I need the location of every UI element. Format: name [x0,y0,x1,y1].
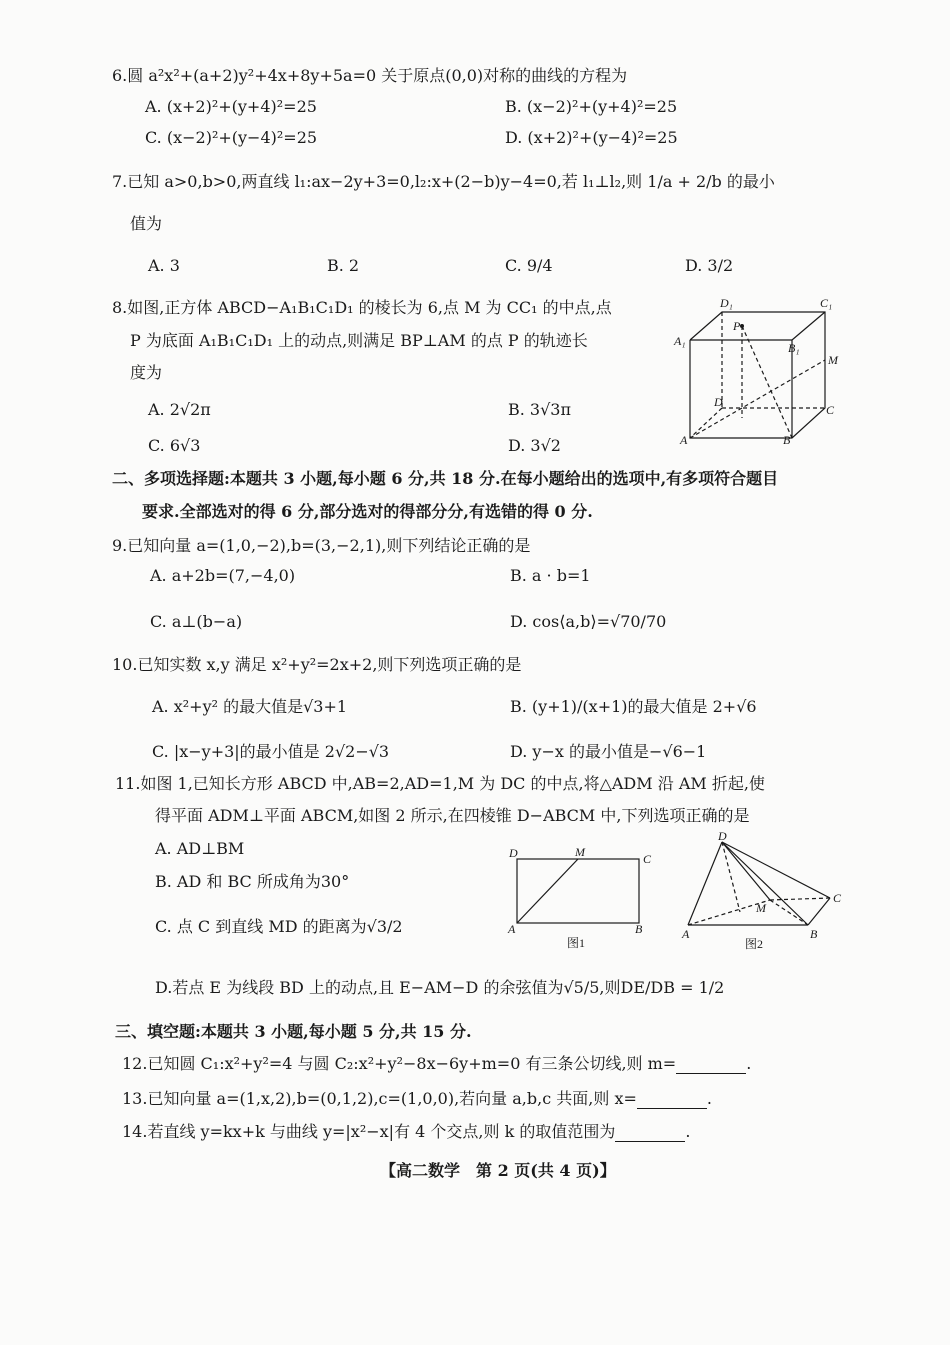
q14-stem: 14.若直线 y=kx+k 与曲线 y=|x²−x|有 4 个交点,则 k 的取值范围为 [122,1122,616,1141]
q13-stem: 13.已知向量 a=(1,x,2),b=(0,1,2),c=(1,0,0),若向量 a,b,c 共面,则 x= [122,1089,637,1108]
cube-label-d: D [714,395,723,409]
q9-option-c: C. a⊥(b−a) [150,612,243,631]
section2-title-line2: 要求.全部选对的得 6 分,部分选对的得部分分,有选错的得 0 分. [142,502,593,521]
q11-option-c: C. 点 C 到直线 MD 的距离为√3/2 [155,917,403,936]
q8-option-d: D. 3√2 [508,436,561,455]
cube-label-d1: D₁ [720,296,733,310]
fig2-label-a: A [682,927,690,941]
page-footer: 【高二数学 第 2 页(共 4 页)】 [380,1161,616,1180]
q6-option-b: B. (x−2)²+(y+4)²=25 [505,97,678,116]
cube-label-c1: C₁ [820,296,833,310]
cube-label-a: A [680,433,688,447]
cube-label-b: B [783,433,791,447]
fig1-label-b: B [635,922,643,936]
q12-stem: 12.已知圆 C₁:x²+y²=4 与圆 C₂:x²+y²−8x−6y+m=0 有三条公切线,则 m= [122,1054,677,1073]
q13-end: . [706,1089,712,1108]
fig1-label-a: A [508,922,516,936]
q9-option-d: D. cos⟨a,b⟩=√70/70 [510,612,667,631]
q10-option-d: D. y−x 的最小值是−√6−1 [510,742,707,761]
q11-option-a: A. AD⊥BM [155,839,245,858]
q11-option-d: D.若点 E 为线段 BD 上的动点,且 E−AM−D 的余弦值为√5/5,则DE/DB = 1/2 [155,978,725,997]
q6-stem: 6.圆 a²x²+(a+2)y²+4x+8y+5a=0 关于原点(0,0)对称的曲线的方程为 [112,66,628,85]
q8-stem-line1: 8.如图,正方体 ABCD−A₁B₁C₁D₁ 的棱长为 6,点 M 为 CC₁ 的中点,点 [112,298,612,317]
figure-2 [680,830,850,955]
q14-line [122,1122,690,1142]
q11-stem-line2: 得平面 ADM⊥平面 ABCM,如图 2 所示,在四棱锥 D−ABCM 中,下列选项正确的是 [155,806,750,825]
q10-option-a: A. x²+y² 的最大值是√3+1 [152,697,348,716]
q8-option-c: C. 6√3 [148,436,201,455]
q7-stem-cont: 值为 [130,214,163,233]
q9-stem: 9.已知向量 a=(1,0,−2),b=(3,−2,1),则下列结论正确的是 [112,536,531,555]
q11-option-b: B. AD 和 BC 所成角为30° [155,872,350,891]
q6-option-c: C. (x−2)²+(y−4)²=25 [145,128,318,147]
q8-stem-line2: P 为底面 A₁B₁C₁D₁ 上的动点,则满足 BP⊥AM 的点 P 的轨迹长 [130,331,588,350]
q12-line [122,1054,751,1074]
q6-option-d: D. (x+2)²+(y−4)²=25 [505,128,678,147]
fig1-label-m: M [575,845,585,859]
q8-option-a: A. 2√2π [148,400,211,419]
fig1-label-c: C [643,852,652,866]
q7-option-c: C. 9/4 [505,256,553,275]
q13-answer-blank[interactable] [637,1092,707,1109]
q8-option-b: B. 3√3π [508,400,571,419]
q14-end: . [685,1122,691,1141]
q6-option-a: A. (x+2)²+(y+4)²=25 [145,97,317,116]
q10-stem: 10.已知实数 x,y 满足 x²+y²=2x+2,则下列选项正确的是 [112,655,522,674]
section3-title: 三、填空题:本题共 3 小题,每小题 5 分,共 15 分. [115,1022,472,1041]
fig2-label-d: D [718,829,727,843]
section2-title-line1: 二、多项选择题:本题共 3 小题,每小题 6 分,共 18 分.在每小题给出的选项中,有多项符合题目 [112,469,779,488]
q7-option-b: B. 2 [327,256,360,275]
fig2-label-m: M [756,901,766,915]
q14-answer-blank[interactable] [615,1125,685,1142]
q7-option-d: D. 3/2 [685,256,734,275]
q10-option-c: C. |x−y+3|的最小值是 2√2−√3 [152,742,390,761]
cube-label-p: P [733,319,741,333]
cube-label-a1: A₁ [674,334,686,348]
figure-1 [505,845,655,955]
q12-answer-blank[interactable] [676,1057,746,1074]
cube-label-b1: B₁ [788,341,800,355]
fig2-label-c: C [833,891,842,905]
cube-label-c: C [826,403,835,417]
cube-label-m: M [828,353,838,367]
fig1-label-d: D [509,846,518,860]
q11-stem-line1: 11.如图 1,已知长方形 ABCD 中,AB=2,AD=1,M 为 DC 的中点,将△ADM 沿 AM 折起,使 [115,774,765,793]
fig1-caption: 图1 [567,936,586,950]
q8-stem-line3: 度为 [130,363,163,382]
q12-end: . [746,1054,752,1073]
q10-option-b: B. (y+1)/(x+1)的最大值是 2+√6 [510,697,757,716]
q9-option-b: B. a · b=1 [510,566,591,585]
q9-option-a: A. a+2b=(7,−4,0) [150,566,296,585]
fig2-caption: 图2 [745,937,764,951]
q13-line [122,1089,712,1109]
fig2-label-b: B [810,927,818,941]
cube-figure [670,290,850,450]
q7-option-a: A. 3 [148,256,180,275]
q7-stem: 7.已知 a>0,b>0,两直线 l₁:ax−2y+3=0,l₂:x+(2−b)y−4=0,若 l₁⊥l₂,则 1/a + 2/b 的最小 [112,172,775,191]
